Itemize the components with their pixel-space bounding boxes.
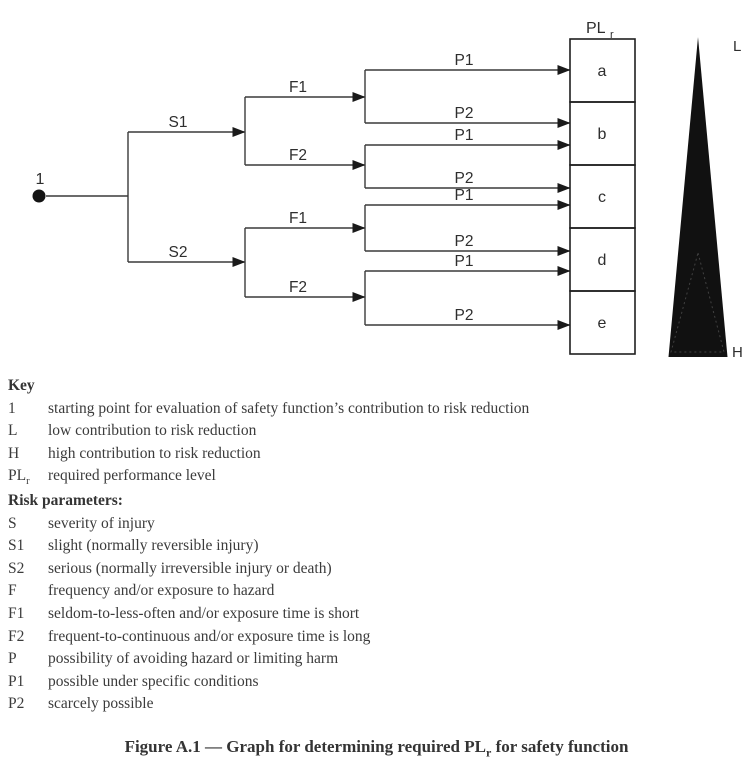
pl-box-d-label: d [597,252,607,269]
key-term: L [8,422,18,440]
wedge-triangle [669,37,728,357]
label-p2-3: P2 [454,233,474,250]
key-term: $PL_r$ [8,467,30,488]
label-f1-upper: F1 [288,79,308,96]
key-row-s1 [8,535,728,558]
risk-scale-wedge [669,37,728,357]
caption-text-post: for safety function [491,737,629,756]
key-row-f2 [8,626,728,649]
key-term: P [8,650,17,668]
key-desc: seldom-to-less-often and/or exposure time is short [48,604,360,622]
pl-header [586,20,614,41]
pl-header-main: PL [586,20,606,37]
key-desc: slight (normally reversible injury) [48,537,259,555]
key-desc: possibility of avoiding hazard or limiting harm [48,650,339,668]
key-desc: serious (normally irreversible injury or death) [48,559,332,577]
key-row-f [8,580,728,603]
key-row-h [8,443,728,466]
pl-header-sub: r [610,29,614,41]
key-term: S1 [8,537,25,555]
key-title: Key [8,377,35,394]
key-desc: frequency and/or exposure to hazard [48,582,275,600]
label-s2: S2 [168,244,188,261]
key-desc: frequent-to-continuous and/or exposure time is long [48,627,371,645]
pl-box-e-label: e [597,315,607,332]
key-desc: severity of injury [48,514,155,532]
key-row-s2 [8,558,728,581]
key-row-p2 [8,693,728,716]
key-term: P1 [8,672,25,690]
start-point-dot [33,190,46,203]
scale-high-label: H [732,344,743,361]
label-s1: S1 [168,114,188,131]
caption-subscript: r [486,745,492,760]
key-desc: low contribution to risk reduction [48,422,257,440]
key-row-p1 [8,671,728,694]
label-p2-4: P2 [454,307,474,324]
label-p2-2: P2 [454,170,474,187]
key-term: S2 [8,559,25,577]
pl-box-a-label: a [597,63,607,80]
label-p1-2: P1 [454,127,474,144]
key-desc: possible under specific conditions [48,672,259,690]
key-desc: high contribution to risk reduction [48,444,261,462]
risk-parameters-title: Risk parameters: [8,491,123,509]
scale-low-label: L [733,38,742,55]
key-row-f1 [8,603,728,626]
label-f1-lower: F1 [288,210,308,227]
caption-text-pre: Figure A.1 — Graph for determining required PL [124,737,486,756]
pl-box-b-label: b [597,126,607,143]
label-p1-1: P1 [454,52,474,69]
label-p1-4: P1 [454,253,474,270]
label-f2-upper: F2 [288,147,308,164]
key-desc: required performance level [48,467,216,485]
key-row-plr [8,465,728,488]
key-row-s [8,513,728,536]
key-desc: scarcely possible [48,695,154,713]
label-p1-3: P1 [454,187,474,204]
pl-box-c-label: c [598,189,606,206]
key-term: H [8,444,20,462]
key-term: F [8,582,17,600]
key-term: P2 [8,695,25,713]
key-term: S [8,514,17,532]
key-section [8,375,728,716]
key-row-1 [8,398,728,421]
start-point-label: 1 [35,171,45,188]
figure-caption [0,737,753,760]
key-term: 1 [8,399,16,417]
label-f2-lower: F2 [288,279,308,296]
decision-tree-lines [46,70,570,325]
key-row-l [8,420,728,443]
risk-graph-diagram [0,0,753,372]
key-term: F2 [8,627,25,645]
key-row-p [8,648,728,671]
label-p2-1: P2 [454,105,474,122]
key-term: F1 [8,604,25,622]
key-desc: starting point for evaluation of safety function’s contribution to risk reduction [48,399,530,417]
